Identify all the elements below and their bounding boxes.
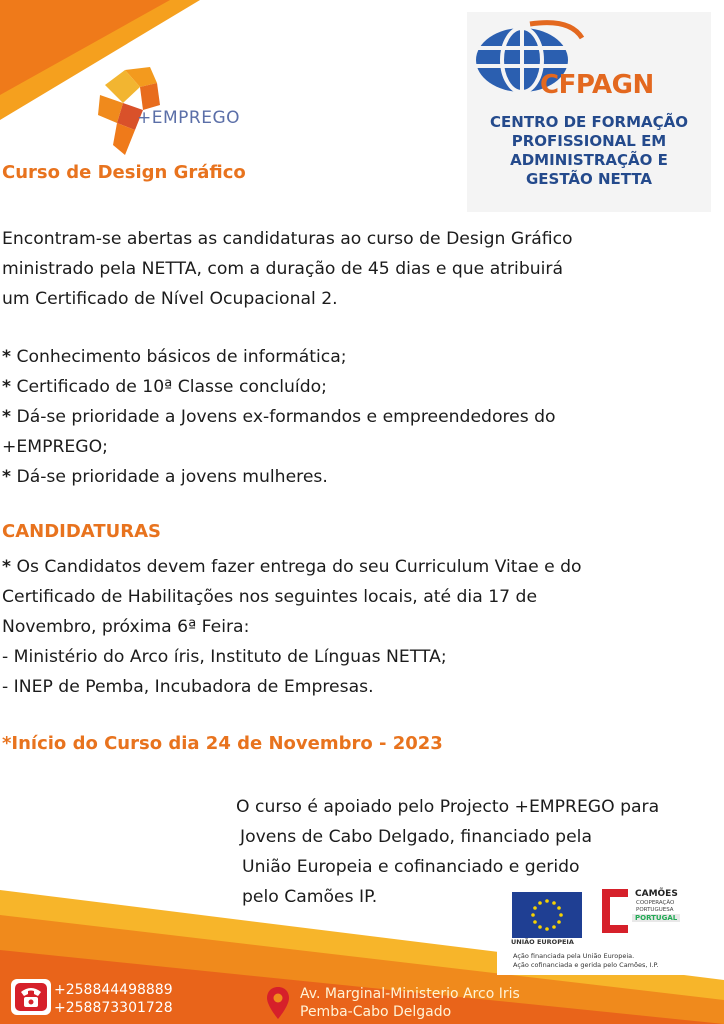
phone-numbers bbox=[54, 981, 173, 1017]
support-line: O curso é apoiado pelo Projecto +EMPREGO para bbox=[236, 797, 660, 817]
cfpagn-line: CENTRO DE FORMAÇÃO bbox=[490, 113, 688, 131]
cfpagn-line: ADMINISTRAÇÃO E bbox=[510, 151, 668, 169]
support-line: União Europeia e cofinanciado e gerido bbox=[242, 857, 580, 877]
funding-note: Ação financiada pela União Europeia. bbox=[513, 952, 635, 960]
requirement-item: * Conhecimento básicos de informática; bbox=[2, 347, 347, 367]
eu-label: UNIÃO EUROPEIA bbox=[511, 938, 574, 946]
requirements-list bbox=[2, 342, 717, 492]
requirement-item: * Certificado de 10ª Classe concluído; bbox=[2, 377, 327, 397]
phone-number: +258844498889 bbox=[54, 982, 173, 998]
candidaturas-paragraph bbox=[2, 552, 717, 702]
candidaturas-line: Certificado de Habilitações nos seguintes locais, até dia 17 de bbox=[2, 587, 538, 607]
course-start-date: *Início do Curso dia 24 de Novembro - 2023 bbox=[2, 733, 443, 754]
intro-paragraph bbox=[2, 224, 702, 314]
support-line: pelo Camões IP. bbox=[242, 887, 378, 907]
intro-line: um Certificado de Nível Ocupacional 2. bbox=[2, 289, 338, 309]
support-line: Jovens de Cabo Delgado, financiado pela bbox=[240, 827, 592, 847]
cfpagn-line: PROFISSIONAL EM bbox=[511, 132, 667, 150]
cfpagn-line: GESTÃO NETTA bbox=[525, 170, 653, 188]
emprego-logo-text: +EMPREGO bbox=[137, 108, 241, 128]
camoes-sub: PORTUGUESA bbox=[636, 907, 674, 913]
funding-note: Ação cofinanciada e gerida pelo Camões, I.P. bbox=[513, 961, 659, 969]
candidaturas-line: - Ministério do Arco íris, Instituto de Línguas NETTA; bbox=[2, 647, 447, 667]
address-line: Av. Marginal-Ministerio Arco Iris bbox=[300, 986, 520, 1002]
telephone-icon bbox=[10, 978, 52, 1016]
camoes-sub: COOPERAÇÃO bbox=[636, 900, 675, 906]
camoes-name: CAMÕES bbox=[635, 889, 678, 899]
candidaturas-line: - INEP de Pemba, Incubadora de Empresas. bbox=[2, 677, 374, 697]
camoes-logo-icon bbox=[600, 889, 630, 933]
intro-line: ministrado pela NETTA, com a duração de 45 dias e que atribuirá bbox=[2, 259, 564, 279]
requirement-item: +EMPREGO; bbox=[2, 437, 108, 457]
intro-line: Encontram-se abertas as candidaturas ao curso de Design Gráfico bbox=[2, 229, 573, 249]
location-pin-icon bbox=[266, 986, 290, 1020]
requirement-item: * Dá-se prioridade a jovens mulheres. bbox=[2, 467, 328, 487]
candidaturas-line: * Os Candidatos devem fazer entrega do seu Curriculum Vitae e do bbox=[2, 557, 582, 577]
cfpagn-fullname bbox=[467, 113, 711, 189]
course-title: Curso de Design Gráfico bbox=[2, 162, 246, 183]
eu-flag-icon bbox=[512, 892, 582, 938]
cfpagn-acronym: CFPAGN bbox=[540, 70, 654, 100]
requirement-item: * Dá-se prioridade a Jovens ex-formandos e empreendedores do bbox=[2, 407, 556, 427]
address bbox=[300, 985, 520, 1021]
phone-number: +258873301728 bbox=[54, 1000, 173, 1016]
address-line: Pemba-Cabo Delgado bbox=[300, 1004, 452, 1020]
camoes-country: PORTUGAL bbox=[632, 914, 680, 922]
candidaturas-line: Novembro, próxima 6ª Feira: bbox=[2, 617, 250, 637]
candidaturas-heading: CANDIDATURAS bbox=[2, 521, 161, 542]
